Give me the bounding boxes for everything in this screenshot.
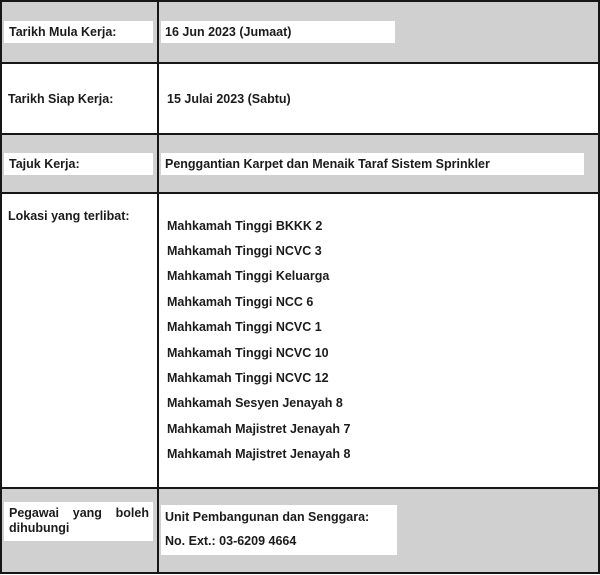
row-end-date-label-cell [2, 62, 157, 133]
row-contact-label-cell [2, 487, 157, 572]
row-start-date-value-cell [157, 2, 598, 62]
contact-officer-label: Pegawai yang boleh dihubungi [4, 502, 153, 541]
row-locations-value-cell [157, 192, 598, 487]
locations-label: Lokasi yang terlibat: [8, 209, 130, 223]
job-title-value: Penggantian Karpet dan Menaik Taraf Sistem Sprinkler [161, 153, 584, 175]
location-item: Mahkamah Tinggi NCVC 3 [167, 244, 322, 259]
row-locations-label-cell [2, 192, 157, 487]
row-job-title-value-cell [157, 133, 598, 192]
contact-ext-line: No. Ext.: 03-6209 4664 [165, 534, 297, 548]
row-job-title-label-cell [2, 133, 157, 192]
location-item: Mahkamah Tinggi NCVC 10 [167, 345, 329, 360]
start-date-value: 16 Jun 2023 (Jumaat) [161, 21, 395, 43]
row-start-date-label-cell [2, 2, 157, 62]
location-item: Mahkamah Majistret Jenayah 8 [167, 447, 351, 462]
row-end-date-value-cell [157, 62, 598, 133]
job-title-label: Tajuk Kerja: [4, 153, 153, 175]
location-item: Mahkamah Sesyen Jenayah 8 [167, 396, 343, 411]
contact-unit-line: Unit Pembangunan dan Senggara: [165, 510, 370, 524]
location-item: Mahkamah Tinggi NCC 6 [167, 294, 314, 309]
location-item: Mahkamah Tinggi Keluarga [167, 269, 330, 284]
end-date-label: Tarikh Siap Kerja: [8, 91, 114, 106]
end-date-value: 15 Julai 2023 (Sabtu) [167, 91, 291, 106]
location-item: Mahkamah Majistret Jenayah 7 [167, 421, 351, 436]
location-item: Mahkamah Tinggi BKKK 2 [167, 218, 323, 233]
location-item: Mahkamah Tinggi NCVC 12 [167, 371, 329, 386]
row-contact-value-cell [157, 487, 598, 572]
location-item: Mahkamah Tinggi NCVC 1 [167, 320, 322, 335]
contact-info-block [161, 505, 397, 555]
start-date-label: Tarikh Mula Kerja: [4, 21, 153, 43]
